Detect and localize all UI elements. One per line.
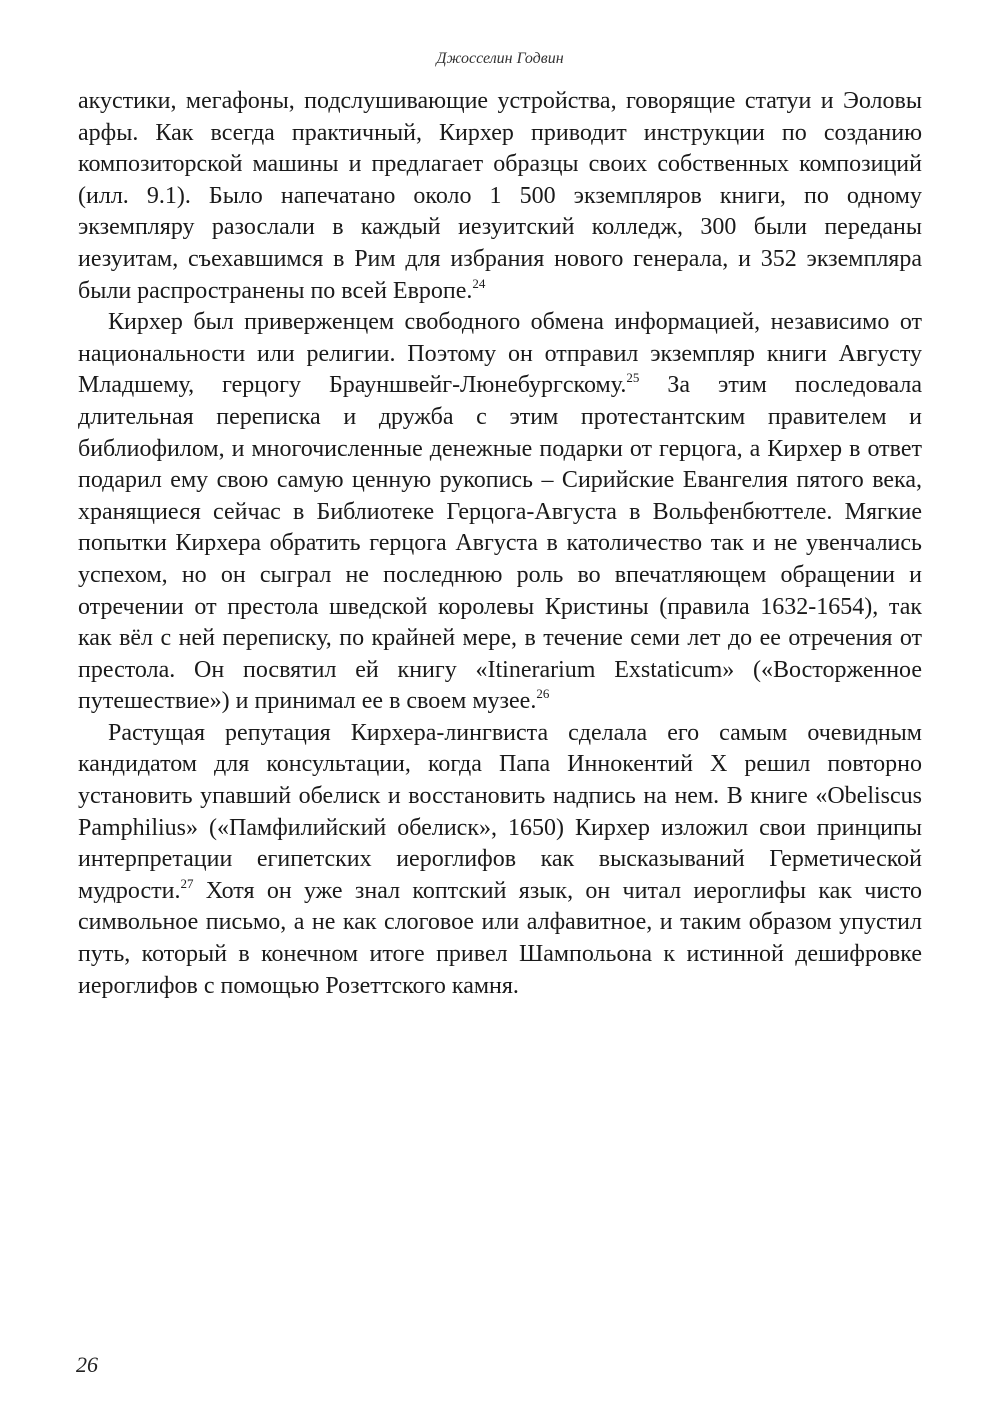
paragraph-2-text-a: Кирхер был приверженцем свободного обмена информацией, независимо от национальности или религии. Поэтому он отправил экземпляр книги Августу Младшему, герцогу Брауншвейг-Люнебургскому.: [78, 309, 922, 399]
page-number: 26: [76, 1352, 98, 1377]
paragraph-1: [78, 86, 922, 307]
paragraph-2-text-b: За этим последовала длительная переписка и дружба с этим протестантским правителем и библиофилом, и многочисленные денежные подарки от герцога, а Кирхер в ответ подарил ему свою самую ценную рукопись – Сирийские Евангелия пятого века, хранящиеся сейчас в Библиотеке Герцога-Августа в Вольфенбюттеле. Мягкие попытки Кирхера обратить герцога Августа в католичество так и не увенчались успехом, но он сыграл не последнюю роль во впечатляющем обращении и отречении от престола шведской королевы Кристины (правила 1632-1654), так как вёл с ней переписку, по крайней мере, в течение семи лет до ее отречения от престола. Он посвятил ей книгу «Itinerarium Exstaticum» («Восторженное путешествие») и принимал ее в своем музее.: [78, 372, 922, 715]
running-head: Джосселин Годвин: [436, 50, 564, 67]
footnote-ref-24: 24: [472, 275, 486, 291]
paragraph-3: [78, 718, 922, 1002]
paragraph-3-text-a: Растущая репутация Кирхера-лингвиста сделала его самым очевидным кандидатом для консультации, когда Папа Иннокентий X решил повторно установить упавший обелиск и восстановить надпись на нем. В книге «Obeliscus Pamphilius» («Памфилийский обелиск», 1650) Кирхер изложил свои принципы интерпретации египетских иероглифов как высказываний Герметической мудрости.: [78, 719, 922, 904]
paragraph-2: [78, 307, 922, 718]
footnote-ref-27: 27: [180, 875, 194, 891]
paragraph-1-text: акустики, мегафоны, подслушивающие устройства, говорящие статуи и Эоловы арфы. Как всегда практичный, Кирхер приводит инструкции по созданию композиторской машины и предлагает образцы своих собственных композиций (илл. 9.1). Было напечатано около 1 500 экземпляров книги, по одному экземпляру разослали в каждый иезуитский колледж, 300 были переданы иезуитам, съехавшимся в Рим для избрания нового генерала, и 352 экземпляра были распространены по всей Европе.: [78, 88, 922, 304]
body-text: [78, 86, 922, 1002]
footnote-ref-25: 25: [626, 370, 640, 386]
paragraph-3-text-b: Хотя он уже знал коптский язык, он читал иероглифы как чисто символьное письмо, а не как слоговое или алфавитное, и таким образом упустил путь, который в конечном итоге привел Шампольона к истинной дешифровке иероглифов с помощью Розеттского камня.: [78, 877, 922, 999]
footnote-ref-26: 26: [536, 686, 550, 702]
